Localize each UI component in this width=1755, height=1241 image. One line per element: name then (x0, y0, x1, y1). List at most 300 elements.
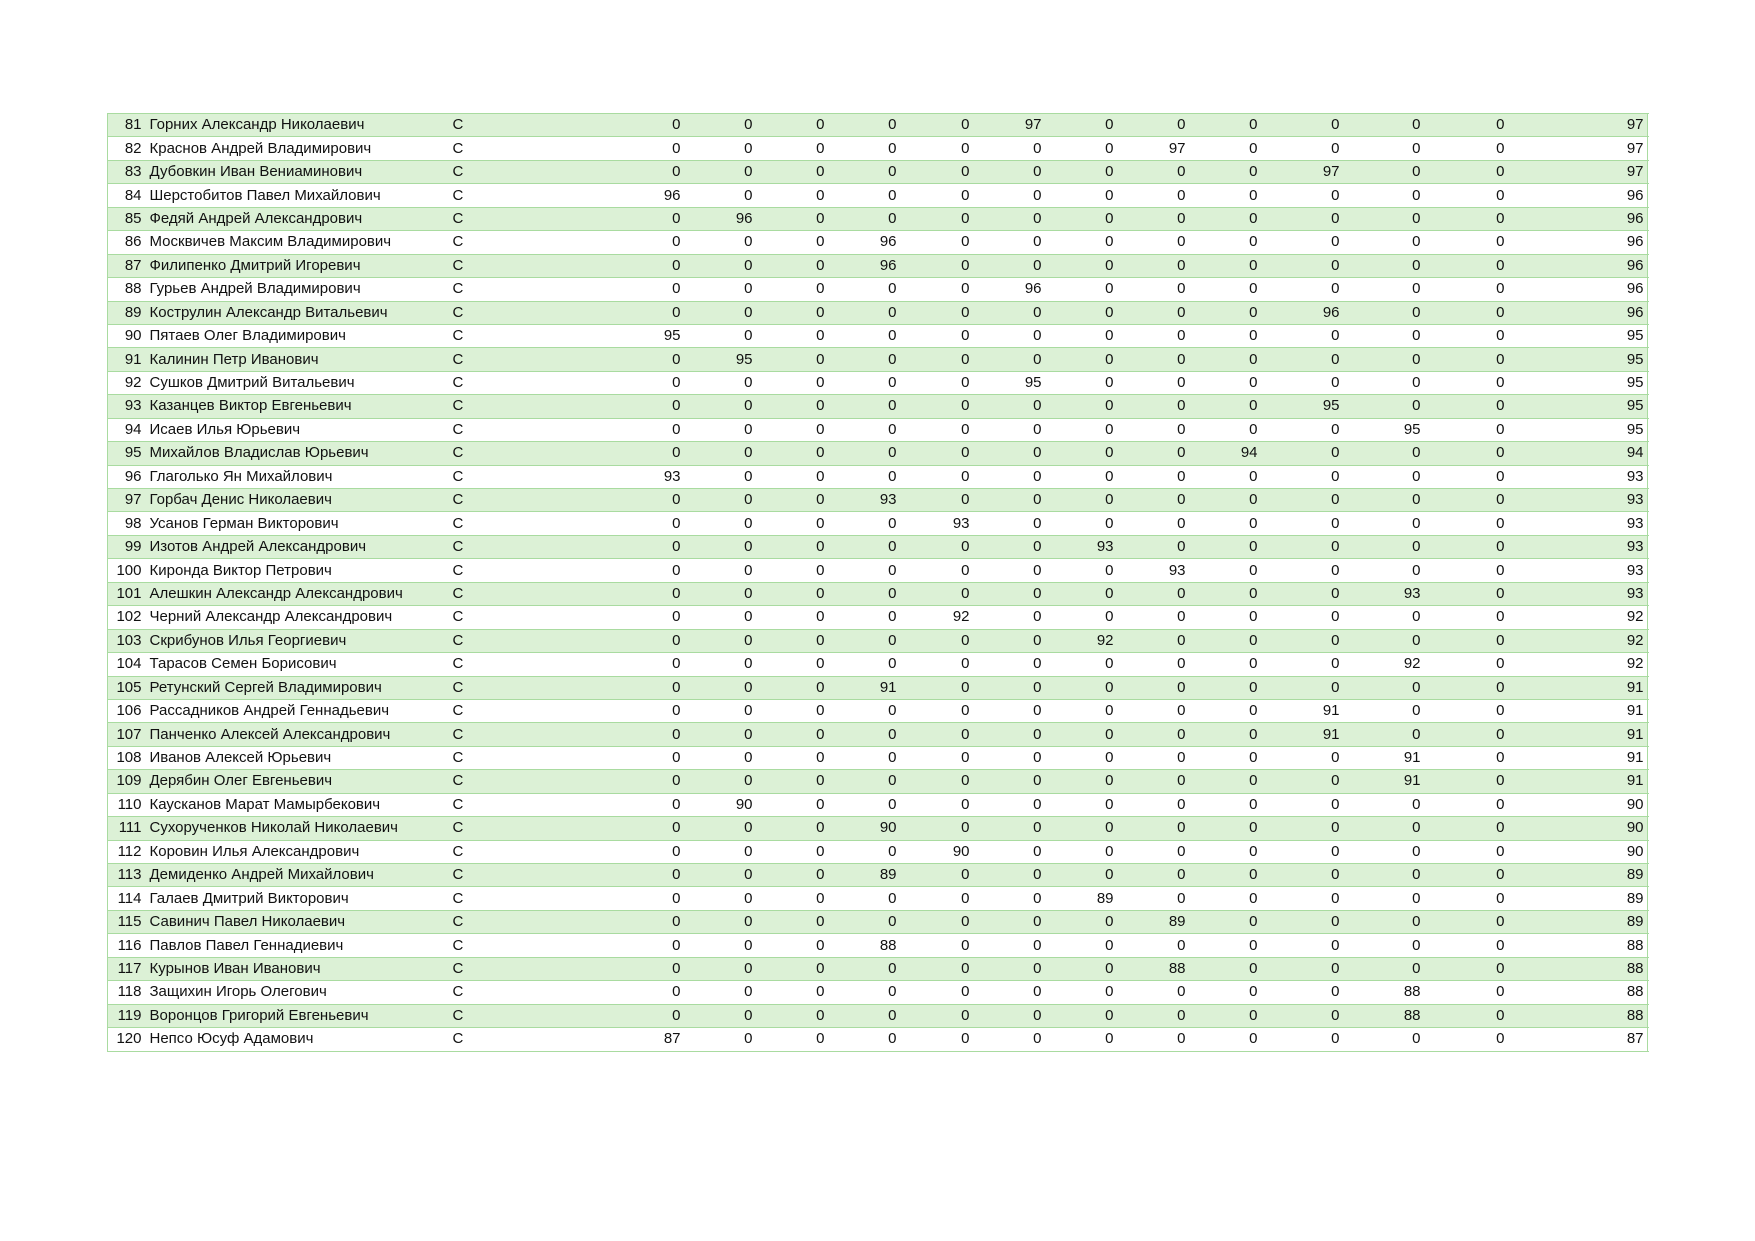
sum-cell: 90 (1580, 793, 1648, 816)
row-number: 117 (108, 957, 146, 980)
stage-score-cell: 0 (1425, 1004, 1509, 1027)
stage-score-cell: 0 (1344, 910, 1425, 933)
sum-cell: 92 (1580, 653, 1648, 676)
stage-score-cell: 0 (1190, 137, 1262, 160)
stage-score-cell: 0 (613, 137, 685, 160)
row-number: 119 (108, 1004, 146, 1027)
empty-cell (1509, 981, 1580, 1004)
stage-score-cell: 0 (1190, 559, 1262, 582)
stage-score-cell: 0 (1118, 535, 1190, 558)
stage-score-cell: 0 (1046, 465, 1118, 488)
row-number: 84 (108, 184, 146, 207)
stage-score-cell: 0 (1262, 582, 1344, 605)
row-number: 86 (108, 231, 146, 254)
stage-score-cell: 0 (1344, 512, 1425, 535)
category-cell: С (449, 793, 613, 816)
stage-score-cell: 0 (1190, 395, 1262, 418)
category-cell: С (449, 301, 613, 324)
stage-score-cell: 0 (974, 817, 1046, 840)
participant-name: Иванов Алексей Юрьевич (146, 746, 449, 769)
stage-score-cell: 0 (685, 231, 757, 254)
stage-score-cell: 0 (901, 489, 974, 512)
stage-score-cell: 0 (613, 348, 685, 371)
stage-score-cell: 0 (1344, 699, 1425, 722)
stage-score-cell: 0 (901, 676, 974, 699)
stage-score-cell: 0 (757, 160, 829, 183)
stage-score-cell: 0 (685, 371, 757, 394)
stage-score-cell: 0 (1118, 160, 1190, 183)
sum-cell: 92 (1580, 629, 1648, 652)
stage-score-cell: 0 (901, 793, 974, 816)
category-cell: С (449, 207, 613, 230)
row-number: 113 (108, 864, 146, 887)
stage-score-cell: 0 (1190, 1028, 1262, 1051)
stage-score-cell: 0 (901, 395, 974, 418)
category-cell: С (449, 629, 613, 652)
stage-score-cell: 0 (901, 653, 974, 676)
participant-name: Демиденко Андрей Михайлович (146, 864, 449, 887)
stage-score-cell: 0 (829, 793, 901, 816)
stage-score-cell: 0 (1262, 887, 1344, 910)
stage-score-cell: 0 (757, 746, 829, 769)
stage-score-cell: 0 (1046, 160, 1118, 183)
stage-score-cell: 0 (829, 442, 901, 465)
sum-cell: 93 (1580, 535, 1648, 558)
stage-score-cell: 0 (1425, 887, 1509, 910)
stage-score-cell: 0 (829, 910, 901, 933)
stage-score-cell: 0 (901, 981, 974, 1004)
sum-cell: 93 (1580, 559, 1648, 582)
table-row (108, 1028, 1648, 1051)
stage-score-cell: 0 (1190, 629, 1262, 652)
category-cell: С (449, 864, 613, 887)
category-cell: С (449, 324, 613, 347)
stage-score-cell: 0 (1425, 629, 1509, 652)
stage-score-cell: 0 (829, 770, 901, 793)
stage-score-cell: 0 (901, 301, 974, 324)
stage-score-cell: 0 (1262, 1028, 1344, 1051)
stage-score-cell: 96 (829, 254, 901, 277)
stage-score-cell: 0 (613, 535, 685, 558)
stage-score-cell: 0 (1118, 746, 1190, 769)
table-row (108, 910, 1648, 933)
stage-score-cell: 0 (1046, 606, 1118, 629)
stage-score-cell: 0 (1046, 418, 1118, 441)
stage-score-cell: 0 (1344, 160, 1425, 183)
stage-score-cell: 90 (829, 817, 901, 840)
stage-score-cell: 0 (829, 535, 901, 558)
participant-name: Защихин Игорь Олегович (146, 981, 449, 1004)
stage-score-cell: 0 (1190, 254, 1262, 277)
stage-score-cell: 0 (1190, 512, 1262, 535)
row-number: 107 (108, 723, 146, 746)
stage-score-cell: 0 (613, 395, 685, 418)
participant-name: Михайлов Владислав Юрьевич (146, 442, 449, 465)
participant-name: Дерябин Олег Евгеньевич (146, 770, 449, 793)
table-row (108, 746, 1648, 769)
stage-score-cell: 0 (613, 676, 685, 699)
stage-score-cell: 88 (1118, 957, 1190, 980)
stage-score-cell: 95 (685, 348, 757, 371)
category-cell: С (449, 723, 613, 746)
stage-score-cell: 0 (685, 887, 757, 910)
stage-score-cell: 0 (1118, 207, 1190, 230)
stage-score-cell: 0 (974, 489, 1046, 512)
stage-score-cell: 0 (1118, 606, 1190, 629)
stage-score-cell: 0 (901, 160, 974, 183)
stage-score-cell: 0 (757, 981, 829, 1004)
participant-name: Савинич Павел Николаевич (146, 910, 449, 933)
stage-score-cell: 0 (757, 840, 829, 863)
stage-score-cell: 0 (1262, 418, 1344, 441)
stage-score-cell: 0 (757, 676, 829, 699)
stage-score-cell: 0 (685, 934, 757, 957)
participant-name: Тарасов Семен Борисович (146, 653, 449, 676)
stage-score-cell: 0 (1425, 512, 1509, 535)
stage-score-cell: 0 (1344, 231, 1425, 254)
sum-cell: 93 (1580, 582, 1648, 605)
stage-score-cell: 0 (1262, 629, 1344, 652)
stage-score-cell: 0 (1425, 653, 1509, 676)
stage-score-cell: 0 (685, 910, 757, 933)
stage-score-cell: 0 (1118, 629, 1190, 652)
stage-score-cell: 0 (1190, 746, 1262, 769)
empty-cell (1509, 512, 1580, 535)
sum-cell: 96 (1580, 231, 1648, 254)
stage-score-cell: 0 (613, 160, 685, 183)
stage-score-cell: 0 (1344, 489, 1425, 512)
stage-score-cell: 89 (1118, 910, 1190, 933)
stage-score-cell: 0 (1190, 1004, 1262, 1027)
stage-score-cell: 0 (901, 207, 974, 230)
participant-name: Киронда Виктор Петрович (146, 559, 449, 582)
table-row (108, 699, 1648, 722)
stage-score-cell: 0 (829, 606, 901, 629)
category-cell: С (449, 746, 613, 769)
table-row (108, 864, 1648, 887)
participant-name: Федяй Андрей Александрович (146, 207, 449, 230)
stage-score-cell: 0 (1425, 207, 1509, 230)
stage-score-cell: 0 (1425, 1028, 1509, 1051)
table-row (108, 465, 1648, 488)
table-row (108, 957, 1648, 980)
stage-score-cell: 0 (757, 184, 829, 207)
stage-score-cell: 0 (1046, 653, 1118, 676)
stage-score-cell: 0 (1262, 1004, 1344, 1027)
stage-score-cell: 0 (901, 887, 974, 910)
stage-score-cell: 0 (1118, 395, 1190, 418)
stage-score-cell: 0 (757, 371, 829, 394)
participant-name: Коровин Илья Александрович (146, 840, 449, 863)
stage-score-cell: 0 (757, 418, 829, 441)
empty-cell (1509, 559, 1580, 582)
stage-score-cell: 0 (1425, 160, 1509, 183)
stage-score-cell: 0 (974, 699, 1046, 722)
stage-score-cell: 0 (685, 324, 757, 347)
stage-score-cell: 0 (685, 840, 757, 863)
stage-score-cell: 0 (1118, 254, 1190, 277)
category-cell: С (449, 699, 613, 722)
stage-score-cell: 0 (1046, 137, 1118, 160)
stage-score-cell: 0 (685, 559, 757, 582)
stage-score-cell: 0 (1344, 535, 1425, 558)
stage-score-cell: 0 (1118, 371, 1190, 394)
sum-cell: 96 (1580, 301, 1648, 324)
stage-score-cell: 0 (1425, 606, 1509, 629)
stage-score-cell: 0 (613, 723, 685, 746)
stage-score-cell: 0 (757, 489, 829, 512)
stage-score-cell: 89 (1046, 887, 1118, 910)
row-number: 94 (108, 418, 146, 441)
stage-score-cell: 0 (613, 442, 685, 465)
stage-score-cell: 0 (1344, 442, 1425, 465)
empty-cell (1509, 489, 1580, 512)
stage-score-cell: 0 (1344, 559, 1425, 582)
stage-score-cell: 0 (901, 114, 974, 137)
participant-name: Краснов Андрей Владимирович (146, 137, 449, 160)
stage-score-cell: 0 (1190, 676, 1262, 699)
stage-score-cell: 0 (613, 653, 685, 676)
stage-score-cell: 97 (974, 114, 1046, 137)
stage-score-cell: 0 (1190, 723, 1262, 746)
participant-name: Скрибунов Илья Георгиевич (146, 629, 449, 652)
stage-score-cell: 0 (757, 864, 829, 887)
stage-score-cell: 0 (1190, 887, 1262, 910)
stage-score-cell: 0 (757, 606, 829, 629)
stage-score-cell: 89 (829, 864, 901, 887)
participant-name: Гурьев Андрей Владимирович (146, 278, 449, 301)
category-cell: С (449, 910, 613, 933)
sum-cell: 91 (1580, 723, 1648, 746)
stage-score-cell: 0 (1190, 606, 1262, 629)
row-number: 103 (108, 629, 146, 652)
row-number: 108 (108, 746, 146, 769)
table-row (108, 887, 1648, 910)
stage-score-cell: 0 (1262, 559, 1344, 582)
stage-score-cell: 0 (1344, 137, 1425, 160)
stage-score-cell: 0 (1046, 770, 1118, 793)
stage-score-cell: 0 (1262, 934, 1344, 957)
stage-score-cell: 93 (613, 465, 685, 488)
stage-score-cell: 0 (1425, 254, 1509, 277)
stage-score-cell: 0 (1344, 465, 1425, 488)
stage-score-cell: 0 (1190, 582, 1262, 605)
stage-score-cell: 0 (1046, 676, 1118, 699)
sum-cell: 97 (1580, 114, 1648, 137)
stage-score-cell: 0 (901, 348, 974, 371)
stage-score-cell: 0 (1046, 864, 1118, 887)
participant-name: Горбач Денис Николаевич (146, 489, 449, 512)
stage-score-cell: 0 (1190, 184, 1262, 207)
stage-score-cell: 0 (901, 418, 974, 441)
stage-score-cell: 0 (1425, 137, 1509, 160)
stage-score-cell: 0 (829, 371, 901, 394)
stage-score-cell: 0 (901, 910, 974, 933)
stage-score-cell: 0 (757, 723, 829, 746)
stage-score-cell: 0 (1262, 770, 1344, 793)
stage-score-cell: 0 (613, 207, 685, 230)
participant-name: Калинин Петр Иванович (146, 348, 449, 371)
stage-score-cell: 0 (974, 981, 1046, 1004)
stage-score-cell: 0 (829, 1004, 901, 1027)
category-cell: С (449, 957, 613, 980)
sum-cell: 95 (1580, 371, 1648, 394)
stage-score-cell: 0 (1046, 371, 1118, 394)
stage-score-cell: 0 (1190, 324, 1262, 347)
stage-score-cell: 0 (685, 395, 757, 418)
stage-score-cell: 97 (1262, 160, 1344, 183)
stage-score-cell: 0 (1425, 278, 1509, 301)
sum-cell: 95 (1580, 324, 1648, 347)
stage-score-cell: 0 (757, 934, 829, 957)
stage-score-cell: 0 (757, 301, 829, 324)
stage-score-cell: 0 (1118, 512, 1190, 535)
stage-score-cell: 91 (1262, 699, 1344, 722)
empty-cell (1509, 371, 1580, 394)
stage-score-cell: 0 (1046, 254, 1118, 277)
empty-cell (1509, 160, 1580, 183)
stage-score-cell: 0 (1425, 301, 1509, 324)
stage-score-cell: 0 (974, 231, 1046, 254)
sum-cell: 88 (1580, 957, 1648, 980)
stage-score-cell: 0 (1046, 559, 1118, 582)
stage-score-cell: 88 (829, 934, 901, 957)
stage-score-cell: 93 (829, 489, 901, 512)
row-number: 100 (108, 559, 146, 582)
row-number: 91 (108, 348, 146, 371)
category-cell: С (449, 559, 613, 582)
empty-cell (1509, 184, 1580, 207)
stage-score-cell: 0 (1118, 723, 1190, 746)
row-number: 81 (108, 114, 146, 137)
empty-cell (1509, 864, 1580, 887)
row-number: 88 (108, 278, 146, 301)
participant-name: Сухорученков Николай Николаевич (146, 817, 449, 840)
stage-score-cell: 0 (829, 699, 901, 722)
sum-cell: 97 (1580, 160, 1648, 183)
stage-score-cell: 87 (613, 1028, 685, 1051)
stage-score-cell: 0 (1190, 864, 1262, 887)
sum-cell: 93 (1580, 489, 1648, 512)
participant-name: Галаев Дмитрий Викторович (146, 887, 449, 910)
stage-score-cell: 0 (1425, 770, 1509, 793)
row-number: 90 (108, 324, 146, 347)
stage-score-cell: 0 (1344, 840, 1425, 863)
empty-cell (1509, 324, 1580, 347)
stage-score-cell: 0 (901, 371, 974, 394)
stage-score-cell: 0 (974, 864, 1046, 887)
stage-score-cell: 90 (685, 793, 757, 816)
empty-cell (1509, 137, 1580, 160)
stage-score-cell: 0 (1262, 442, 1344, 465)
sum-cell: 88 (1580, 934, 1648, 957)
stage-score-cell: 96 (829, 231, 901, 254)
row-number: 98 (108, 512, 146, 535)
stage-score-cell: 0 (613, 840, 685, 863)
sum-cell: 96 (1580, 207, 1648, 230)
stage-score-cell: 0 (1190, 793, 1262, 816)
table-row (108, 207, 1648, 230)
table-row (108, 324, 1648, 347)
stage-score-cell: 0 (1425, 817, 1509, 840)
stage-score-cell: 0 (974, 301, 1046, 324)
stage-score-cell: 0 (1425, 348, 1509, 371)
category-cell: С (449, 442, 613, 465)
table-row (108, 137, 1648, 160)
category-cell: С (449, 231, 613, 254)
empty-cell (1509, 1004, 1580, 1027)
stage-score-cell: 0 (1190, 371, 1262, 394)
stage-score-cell: 0 (974, 395, 1046, 418)
stage-score-cell: 0 (1046, 301, 1118, 324)
sum-cell: 91 (1580, 746, 1648, 769)
row-number: 120 (108, 1028, 146, 1051)
stage-score-cell: 0 (974, 887, 1046, 910)
participant-name: Панченко Алексей Александрович (146, 723, 449, 746)
stage-score-cell: 0 (685, 981, 757, 1004)
stage-score-cell: 0 (1190, 114, 1262, 137)
stage-score-cell: 0 (1190, 489, 1262, 512)
stage-score-cell: 0 (901, 770, 974, 793)
stage-score-cell: 0 (685, 535, 757, 558)
stage-score-cell: 0 (613, 910, 685, 933)
empty-cell (1509, 114, 1580, 137)
participant-name: Павлов Павел Геннадиевич (146, 934, 449, 957)
stage-score-cell: 0 (1425, 418, 1509, 441)
stage-score-cell: 0 (1118, 840, 1190, 863)
stage-score-cell: 0 (974, 793, 1046, 816)
stage-score-cell: 0 (1190, 981, 1262, 1004)
stage-score-cell: 0 (613, 114, 685, 137)
stage-score-cell: 0 (1425, 489, 1509, 512)
row-number: 118 (108, 981, 146, 1004)
sum-cell: 95 (1580, 395, 1648, 418)
stage-score-cell: 0 (1118, 465, 1190, 488)
row-number: 99 (108, 535, 146, 558)
stage-score-cell: 0 (613, 864, 685, 887)
stage-score-cell: 0 (974, 723, 1046, 746)
category-cell: С (449, 114, 613, 137)
stage-score-cell: 0 (974, 418, 1046, 441)
participant-name: Кострулин Александр Витальевич (146, 301, 449, 324)
stage-score-cell: 0 (1344, 395, 1425, 418)
stage-score-cell: 0 (1262, 817, 1344, 840)
sum-cell: 89 (1580, 887, 1648, 910)
stage-score-cell: 0 (1344, 114, 1425, 137)
stage-score-cell: 0 (829, 887, 901, 910)
empty-cell (1509, 629, 1580, 652)
stage-score-cell: 0 (685, 114, 757, 137)
empty-cell (1509, 418, 1580, 441)
table-row (108, 559, 1648, 582)
stage-score-cell: 0 (1344, 957, 1425, 980)
stage-score-cell: 0 (613, 559, 685, 582)
stage-score-cell: 0 (1425, 184, 1509, 207)
empty-cell (1509, 793, 1580, 816)
stage-score-cell: 0 (901, 324, 974, 347)
stage-score-cell: 0 (829, 278, 901, 301)
stage-score-cell: 0 (613, 231, 685, 254)
stage-score-cell: 0 (613, 699, 685, 722)
stage-score-cell: 0 (1190, 957, 1262, 980)
stage-score-cell: 0 (1190, 231, 1262, 254)
stage-score-cell: 0 (901, 442, 974, 465)
stage-score-cell: 0 (757, 395, 829, 418)
row-number: 101 (108, 582, 146, 605)
stage-score-cell: 0 (685, 442, 757, 465)
stage-score-cell: 0 (1425, 676, 1509, 699)
stage-score-cell: 0 (685, 254, 757, 277)
